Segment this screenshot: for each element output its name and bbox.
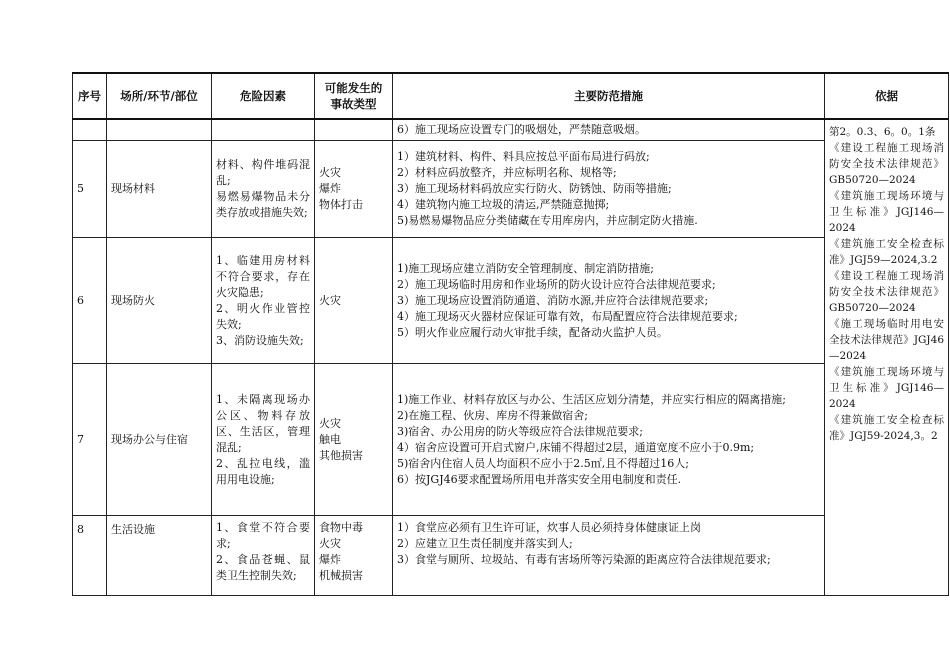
accident-item: 火灾 <box>319 537 341 551</box>
measure-item: 6）施工现场应设置专门的吸烟处，严禁随意吸烟。 <box>397 123 646 137</box>
row-hazard <box>212 119 315 141</box>
header-place: 场所/环节/部位 <box>107 73 212 119</box>
basis-item: 《建设工程施工现场消防安全技术法律规范》GB50720—2024 <box>829 142 944 186</box>
table-row <box>73 119 949 141</box>
risk-table <box>72 72 949 596</box>
hazard-item: 材料、构件堆码混乱; <box>216 158 310 188</box>
basis-item: 《建筑施工现场环境与卫生标准》JGJ146—2024 <box>829 366 944 410</box>
hazard-item: 2、乱拉电线，滥用用电设施; <box>216 456 310 486</box>
table-row <box>73 141 949 238</box>
measure-item: 1)施工作业、材料存放区与办公、生活区应划分清楚，并应实行相应的隔离措施; <box>397 392 786 406</box>
row-place <box>107 119 212 141</box>
row-measures <box>393 364 825 516</box>
hazard-item: 1、临建用房材料不符合要求，存在火灾隐患; <box>216 253 310 299</box>
measure-item: 5)易燃易爆物品应分类储藏在专用库房内，并应制定防火措施. <box>397 214 698 228</box>
measure-item: 5）明火作业应履行动火审批手续，配备动火监护人员。 <box>397 325 668 339</box>
row-seq <box>73 119 107 141</box>
basis-item: 《建筑施工安全检查标准》JGJ59-2024,3。2 <box>829 414 944 442</box>
measure-item: 3）施工现场材料码放应实行防火、防锈蚀、防雨等措施; <box>397 182 672 196</box>
measure-item: 3）施工现场应设置消防通道、消防水源,并应符合法律规范要求; <box>397 293 709 307</box>
measure-item: 1）建筑材料、构件、料具应按总平面布局进行码放; <box>397 150 650 164</box>
measure-item: 4）建筑物内施工垃圾的清运,严禁随意抛掷; <box>397 198 610 212</box>
hazard-item: 1、未隔离现场办公区、物料存放区、生活区，管理混乱; <box>216 392 310 454</box>
hazard-item: 3、消防设施失效; <box>216 333 304 347</box>
accident-item: 食物中毒 <box>319 521 363 535</box>
hazard-item: 2、食品苍蝇、鼠类卫生控制失效; <box>216 553 310 583</box>
header-hazard: 危险因素 <box>212 73 315 119</box>
row-measures <box>393 516 825 596</box>
basis-item: 《建筑施工安全检查标准》JGJ59—2024,3.2 <box>829 238 944 266</box>
measure-item: 6）按JGJ46要求配置场所用电并落实安全用电制度和责任. <box>397 472 682 486</box>
header-measures: 主要防范措施 <box>393 73 825 119</box>
row-measures <box>393 141 825 238</box>
row-place: 现场材料 <box>107 141 212 238</box>
basis-item: 《施工现场临时用电安全技术法律规范》JGJ46—2024 <box>829 318 944 362</box>
hazard-item: 易燃易爆物品未分类存放或措施失效; <box>216 190 310 220</box>
table-row <box>73 238 949 364</box>
row-seq: 5 <box>73 141 107 238</box>
measure-item: 3）食堂与厕所、垃圾站、有毒有害场所等污染源的距离应符合法律规范要求; <box>397 553 771 567</box>
accident-item: 火灾 <box>319 293 341 307</box>
row-place: 现场办公与住宿 <box>107 364 212 516</box>
row-seq: 8 <box>73 516 107 596</box>
row-hazard <box>212 141 315 238</box>
basis-item: 《建筑施工现场环境与卫生标准》JGJ146—2024 <box>829 190 944 234</box>
hazard-item: 2、明火作业管控失效; <box>216 301 310 331</box>
row-hazard <box>212 364 315 516</box>
basis-item: 第2。0.3、6。0。1条 <box>829 126 936 138</box>
row-accident <box>315 516 393 596</box>
row-accident <box>315 364 393 516</box>
accident-item: 物体打击 <box>319 198 363 212</box>
row-measures <box>393 119 825 141</box>
accident-item: 机械损害 <box>319 569 363 583</box>
row-place: 生活设施 <box>107 516 212 596</box>
basis-cell <box>825 119 949 596</box>
measure-item: 1)施工现场应建立消防安全管理制度、制定消防措施; <box>397 261 654 275</box>
row-accident <box>315 141 393 238</box>
row-hazard <box>212 238 315 364</box>
measure-item: 2）应建立卫生责任制度并落实到人; <box>397 537 573 551</box>
row-seq: 6 <box>73 238 107 364</box>
accident-item: 火灾 <box>319 416 341 430</box>
row-accident <box>315 238 393 364</box>
accident-item: 火灾 <box>319 166 341 180</box>
row-accident <box>315 119 393 141</box>
accident-item: 其他损害 <box>319 448 363 462</box>
measure-item: 2）施工现场临时用房和作业场所的防火设计应符合法律规范要求; <box>397 277 716 291</box>
header-seq: 序号 <box>73 73 107 119</box>
header-basis: 依据 <box>825 73 949 119</box>
row-place: 现场防火 <box>107 238 212 364</box>
basis-item: 《建设工程施工现场消防安全技术法律规范》GB50720—2024 <box>829 270 944 314</box>
measure-item: 1）食堂应必须有卫生许可证，炊事人员必须持身体健康证上岗 <box>397 521 701 535</box>
accident-item: 触电 <box>319 432 341 446</box>
header-accident-type: 可能发生的 事故类型 <box>315 73 393 119</box>
table-row <box>73 364 949 516</box>
row-seq: 7 <box>73 364 107 516</box>
table-header-row <box>73 73 949 119</box>
measure-item: 3)宿舍、办公用房的防火等级应符合法律规范要求; <box>397 424 643 438</box>
row-measures <box>393 238 825 364</box>
accident-item: 爆炸 <box>319 553 341 567</box>
accident-item: 爆炸 <box>319 182 341 196</box>
measure-item: 2)在施工程、伙房、库房不得兼做宿舍; <box>397 408 588 422</box>
measure-item: 2）材料应码放整齐，并应标明名称、规格等; <box>397 166 617 180</box>
table-row <box>73 516 949 596</box>
row-hazard <box>212 516 315 596</box>
measure-item: 4）宿舍应设置可开启式窗户,床铺不得超过2层，通道宽度不应小于0.9m; <box>397 440 755 454</box>
measure-item: 5)宿舍内住宿人员人均面积不应小于2.5㎡,且不得超过16人; <box>397 456 689 470</box>
measure-item: 4）施工现场灭火器材应保证可靠有效，布局配置应符合法律规范要求; <box>397 309 738 323</box>
hazard-item: 1、食堂不符合要求; <box>216 521 310 551</box>
